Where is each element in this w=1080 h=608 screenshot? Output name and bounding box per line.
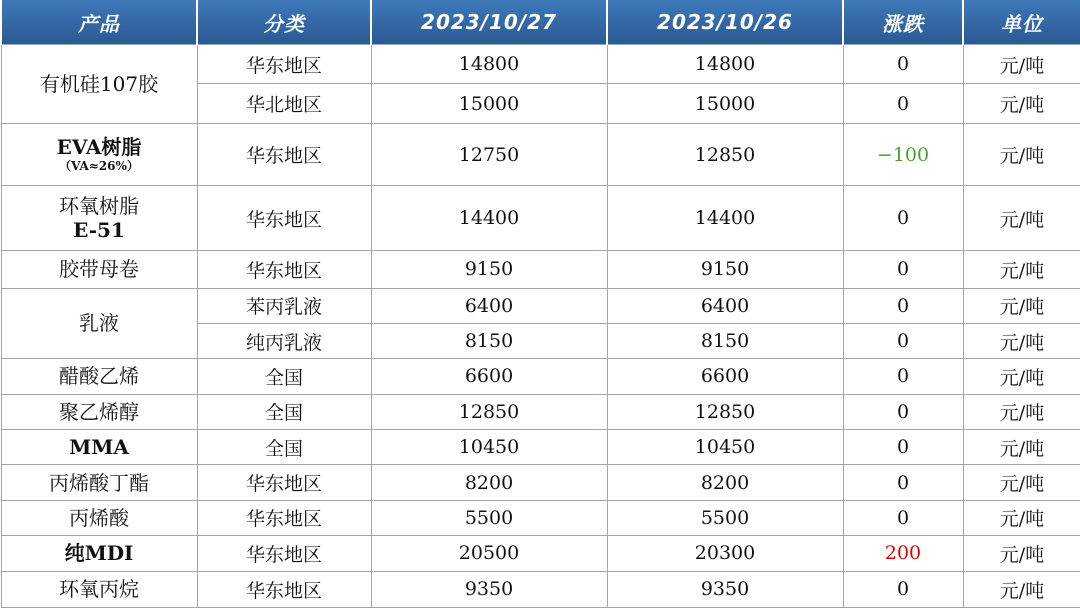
table-row	[1, 288, 1080, 323]
product-cell: 醋酸乙烯	[1, 359, 197, 394]
price-1027-cell: 9350	[371, 571, 607, 607]
price-1026-cell: 14400	[607, 186, 843, 251]
category-cell: 华东地区	[197, 251, 371, 288]
product-cell: 丙烯酸	[1, 500, 197, 535]
change-cell: 0	[843, 430, 963, 465]
table-row	[1, 430, 1080, 465]
product-name: EVA树脂	[56, 135, 142, 160]
price-1027-cell: 14400	[371, 186, 607, 251]
price-1027-cell: 9150	[371, 251, 607, 288]
unit-cell: 元/吨	[963, 288, 1080, 323]
table-row	[1, 571, 1080, 607]
header-category: 分类	[197, 0, 371, 45]
category-cell: 华东地区	[197, 571, 371, 607]
price-1027-cell: 8200	[371, 465, 607, 500]
product-cell	[1, 123, 197, 186]
price-1027-cell: 5500	[371, 500, 607, 535]
change-cell: 0	[843, 500, 963, 535]
unit-cell: 元/吨	[963, 465, 1080, 500]
category-cell: 华东地区	[197, 45, 371, 84]
price-1027-cell: 10450	[371, 430, 607, 465]
change-cell: 0	[843, 251, 963, 288]
product-model: E-51	[73, 218, 125, 243]
unit-cell: 元/吨	[963, 323, 1080, 358]
change-cell: 0	[843, 394, 963, 429]
price-1026-cell: 8200	[607, 465, 843, 500]
category-cell: 纯丙乳液	[197, 323, 371, 358]
header-date-1026: 2023/10/26	[607, 0, 843, 45]
category-cell: 全国	[197, 359, 371, 394]
price-1027-cell: 20500	[371, 536, 607, 571]
category-cell: 全国	[197, 394, 371, 429]
category-cell: 华东地区	[197, 123, 371, 186]
unit-cell: 元/吨	[963, 500, 1080, 535]
change-cell: 0	[843, 359, 963, 394]
category-cell: 全国	[197, 430, 371, 465]
product-cell: 胶带母卷	[1, 251, 197, 288]
price-1026-cell: 20300	[607, 536, 843, 571]
header-product: 产品	[1, 0, 197, 45]
price-1026-cell: 12850	[607, 123, 843, 186]
table-row	[1, 500, 1080, 535]
product-note: （VA≈26%）	[59, 159, 139, 174]
price-1027-cell: 12750	[371, 123, 607, 186]
change-cell: 0	[843, 465, 963, 500]
product-cell: MMA	[1, 430, 197, 465]
product-cell: 纯MDI	[1, 536, 197, 571]
price-1027-cell: 6400	[371, 288, 607, 323]
price-1027-cell: 15000	[371, 84, 607, 123]
change-cell: 200	[843, 536, 963, 571]
product-cell: 环氧丙烷	[1, 571, 197, 607]
category-cell: 华东地区	[197, 500, 371, 535]
price-1026-cell: 14800	[607, 45, 843, 84]
header-row	[1, 0, 1080, 45]
header-change: 涨跌	[843, 0, 963, 45]
table-row	[1, 359, 1080, 394]
price-1026-cell: 15000	[607, 84, 843, 123]
unit-cell: 元/吨	[963, 430, 1080, 465]
product-cell: 乳液	[1, 288, 197, 359]
category-cell: 华北地区	[197, 84, 371, 123]
price-1027-cell: 12850	[371, 394, 607, 429]
unit-cell: 元/吨	[963, 84, 1080, 123]
product-cell	[1, 186, 197, 251]
price-1027-cell: 6600	[371, 359, 607, 394]
price-1026-cell: 6400	[607, 288, 843, 323]
unit-cell: 元/吨	[963, 536, 1080, 571]
change-cell: 0	[843, 84, 963, 123]
table-row	[1, 536, 1080, 571]
change-cell: −100	[843, 123, 963, 186]
price-1026-cell: 9350	[607, 571, 843, 607]
table-row	[1, 123, 1080, 186]
unit-cell: 元/吨	[963, 251, 1080, 288]
change-cell: 0	[843, 45, 963, 84]
table-row	[1, 251, 1080, 288]
header-unit: 单位	[963, 0, 1080, 45]
price-1026-cell: 8150	[607, 323, 843, 358]
unit-cell: 元/吨	[963, 571, 1080, 607]
category-cell: 华东地区	[197, 465, 371, 500]
table-row	[1, 394, 1080, 429]
change-cell: 0	[843, 186, 963, 251]
table-row	[1, 45, 1080, 84]
category-cell: 华东地区	[197, 186, 371, 251]
price-1026-cell: 10450	[607, 430, 843, 465]
price-1026-cell: 12850	[607, 394, 843, 429]
unit-cell: 元/吨	[963, 394, 1080, 429]
price-1027-cell: 8150	[371, 323, 607, 358]
product-name: 环氧树脂	[59, 194, 139, 219]
table-row	[1, 186, 1080, 251]
price-1026-cell: 9150	[607, 251, 843, 288]
product-cell: 聚乙烯醇	[1, 394, 197, 429]
price-1026-cell: 6600	[607, 359, 843, 394]
product-cell: 丙烯酸丁酯	[1, 465, 197, 500]
unit-cell: 元/吨	[963, 359, 1080, 394]
change-cell: 0	[843, 288, 963, 323]
header-date-1027: 2023/10/27	[371, 0, 607, 45]
category-cell: 华东地区	[197, 536, 371, 571]
price-1026-cell: 5500	[607, 500, 843, 535]
unit-cell: 元/吨	[963, 123, 1080, 186]
table-row	[1, 465, 1080, 500]
category-cell: 苯丙乳液	[197, 288, 371, 323]
unit-cell: 元/吨	[963, 186, 1080, 251]
product-cell: 有机硅107胶	[1, 45, 197, 124]
change-cell: 0	[843, 571, 963, 607]
price-1027-cell: 14800	[371, 45, 607, 84]
change-cell: 0	[843, 323, 963, 358]
unit-cell: 元/吨	[963, 45, 1080, 84]
